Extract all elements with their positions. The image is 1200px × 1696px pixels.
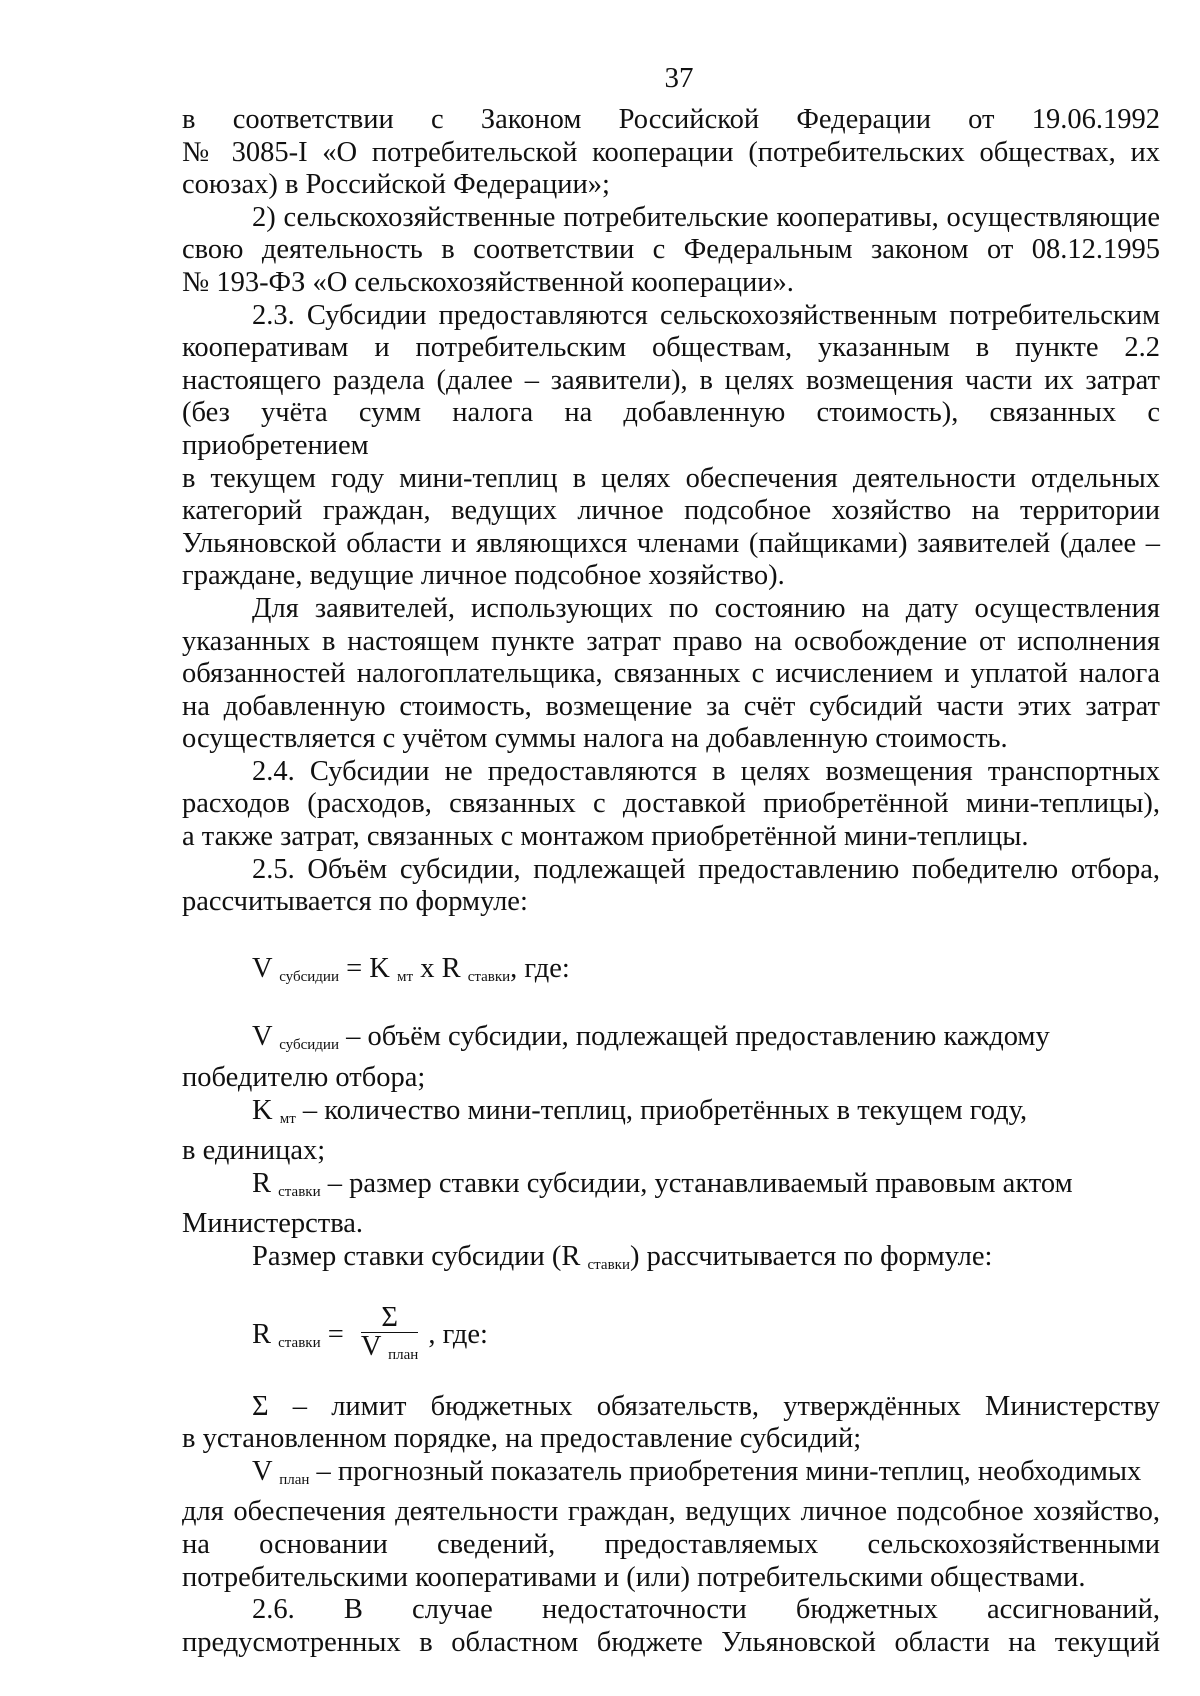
text-line: на основании сведений, предоставляемых сельскохозяйственными: [182, 1528, 1160, 1560]
text-line: осуществляется с учётом суммы налога на добавленную стоимость.: [182, 723, 1008, 755]
text-line: союзах) в Российской Федерации»;: [182, 169, 610, 201]
fraction-denominator: V $_{план}$: [360, 1330, 419, 1363]
text-line: а также затрат, связанных с монтажом приобретённой мини-теплицы.: [182, 821, 1029, 853]
text-line: граждане, ведущие личное подсобное хозяйство).: [182, 560, 785, 592]
text-line: Σ – лимит бюджетных обязательств, утверждённых Министерству: [252, 1390, 1160, 1422]
text-line: категорий граждан, ведущих личное подсобное хозяйство на территории: [182, 495, 1160, 527]
definition-r-rate: R $_{ставки}$ – размер ставки субсидии, устанавливаемый правовым актом: [252, 1167, 1073, 1200]
text-line: рассчитывается по формуле:: [182, 886, 528, 918]
text-line: 2.6. В случае недостаточности бюджетных ассигнований,: [252, 1594, 1160, 1626]
text-line: расходов (расходов, связанных с доставкой приобретённой мини-теплицы),: [182, 788, 1160, 820]
page-number: 37: [664, 62, 694, 94]
text-line: 2.3. Субсидии предоставляются сельскохозяйственным потребительским: [252, 299, 1160, 331]
text-line: на добавленную стоимость, возмещение за счёт субсидий части этих затрат: [182, 690, 1160, 722]
subsidy-formula: V $_{субсидии}$ = K $_{мт}$ x R $_{ставки}$, где:: [252, 952, 570, 985]
text-line: 2) сельскохозяйственные потребительские кооперативы, осуществляющие: [252, 201, 1160, 233]
text-line: в единицах;: [182, 1135, 326, 1167]
definition-k-mt: K $_{мт}$ – количество мини-теплиц, приобретённых в текущем году,: [252, 1094, 1028, 1127]
rate-formula: R $_{ставки}$ = $\frac{\Sigma}{V _{план}}$ , где:: [182, 1304, 1160, 1369]
text-line: в установленном порядке, на предоставление субсидий;: [182, 1423, 862, 1455]
definition-v-plan: V $_{план}$ – прогнозный показатель приобретения мини-теплиц, необходимых: [252, 1455, 1142, 1488]
text-line: в текущем году мини-теплиц в целях обеспечения деятельности отдельных: [182, 462, 1160, 494]
text-line: (без учёта сумм налога на добавленную стоимость), связанных с приобретением: [182, 397, 1160, 461]
definition-v-subsidy: V $_{субсидии}$ – объём субсидии, подлежащей предоставлению каждому: [252, 1021, 1050, 1054]
text-line: свою деятельность в соответствии с Федеральным законом от 08.12.1995: [182, 234, 1160, 266]
text-line: обязанностей налогоплательщика, связанных с исчислением и уплатой налога: [182, 658, 1160, 690]
fraction-numerator: Σ: [361, 1304, 418, 1333]
text-line: в соответствии с Законом Российской Федерации от 19.06.1992: [182, 104, 1160, 135]
text-line: для обеспечения деятельности граждан, ведущих личное подсобное хозяйство,: [182, 1496, 1160, 1528]
document-body: [182, 104, 1160, 1659]
text-line: предусмотренных в областном бюджете Ульяновской области на текущий: [182, 1626, 1160, 1658]
text-line: победителю отбора;: [182, 1062, 426, 1094]
text-line: потребительскими кооперативами и (или) потребительскими обществами.: [182, 1561, 1086, 1593]
rate-formula-intro: Размер ставки субсидии (R $_{ставки}$) рассчитывается по формуле:: [252, 1241, 993, 1273]
text-line: № 193-ФЗ «О сельскохозяйственной кооперации».: [182, 266, 794, 298]
text-line: 2.4. Субсидии не предоставляются в целях возмещения транспортных: [252, 755, 1160, 787]
text-line: Министерства.: [182, 1208, 364, 1240]
text-line: № 3085-I «О потребительской кооперации (потребительских обществах, их: [182, 136, 1160, 168]
text-line: кооперативам и потребительским обществам, указанным в пункте 2.2: [182, 332, 1160, 364]
text-line: 2.5. Объём субсидии, подлежащей предоставлению победителю отбора,: [252, 853, 1160, 885]
text-line: настоящего раздела (далее – заявители), в целях возмещения части их затрат: [182, 364, 1160, 396]
fraction: [360, 1301, 419, 1369]
text-line: Ульяновской области и являющихся членами (пайщиками) заявителей (далее –: [182, 527, 1160, 559]
text-line: Для заявителей, использующих по состоянию на дату осуществления: [252, 592, 1160, 624]
text-line: указанных в настоящем пункте затрат право на освобождение от исполнения: [182, 625, 1160, 657]
